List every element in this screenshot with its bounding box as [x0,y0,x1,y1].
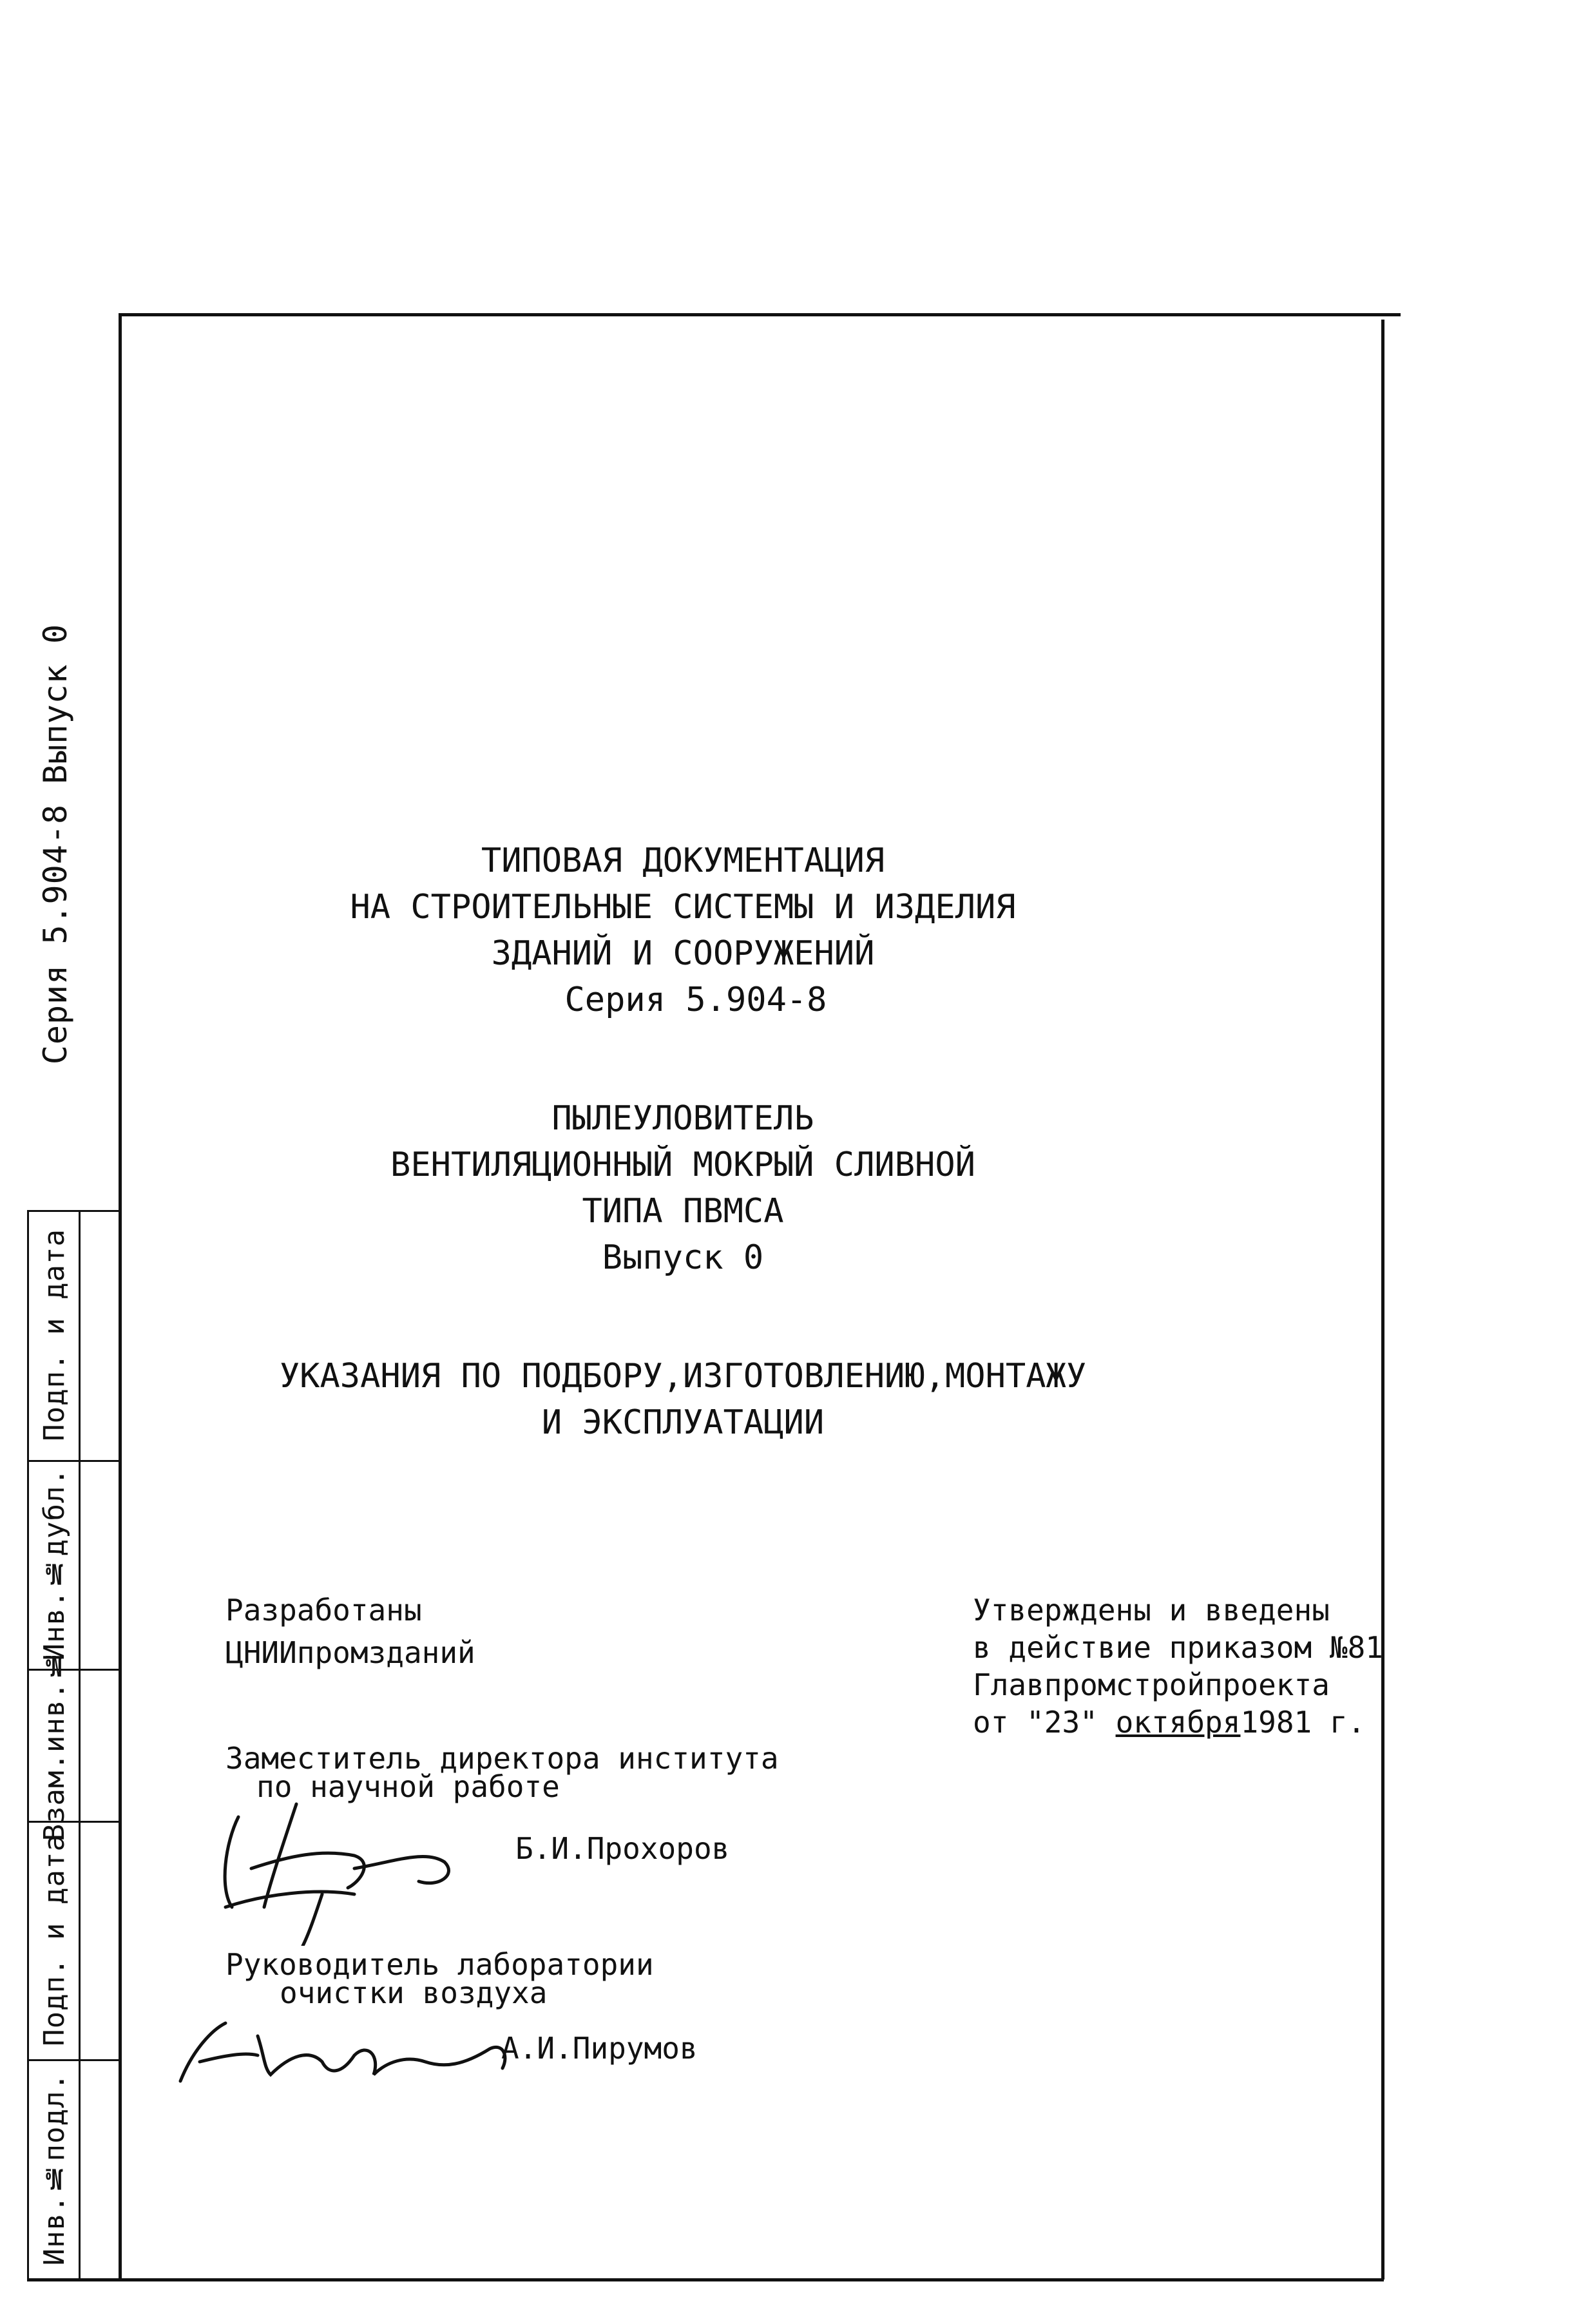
header-line-1: ТИПОВАЯ ДОКУМЕНТАЦИЯ [481,841,885,880]
instructions-block [232,1353,1134,1446]
deputy-signature [213,1791,483,1946]
frame-left-border [119,313,122,2280]
lab-head-title-2: очистки воздуха [280,1975,548,2010]
stamp-cell-replace-inv [30,1648,79,1841]
stamp-cell-sign-date [30,1210,79,1460]
approved-date-year: 1981 г. [1240,1705,1366,1740]
header-series: Серия 5.904-8 [564,981,827,1019]
frame-right-border [1381,320,1384,2280]
developed-label: Разработаны [225,1593,422,1628]
approved-date [973,1704,1383,1741]
approved-line-2: в действие приказом №81 [973,1630,1383,1665]
lab-head-name: А.И.Пирумов [501,2031,698,2066]
approved-date-prefix: от "23" [973,1705,1098,1740]
header-line-3: ЗДАНИЙ И СООРУЖЕНИЙ [491,934,875,973]
header-block [232,838,1134,1023]
approved-block [973,1591,1383,1741]
instructions-line-2: И ЭКСПЛУАТАЦИИ [541,1403,825,1442]
lab-head-title-1: Руководитель лаборатории [225,1947,654,1982]
approved-date-month: октября [1115,1705,1241,1740]
product-line-3: ТИПА ПВМСА [582,1192,784,1231]
frame-bottom-border [27,2278,1384,2281]
lab-head-signature [168,2010,515,2100]
stamp-cell-orig-inv [30,2059,79,2280]
stamp-border-inner [79,1210,81,2280]
lab-head-block [225,1946,654,2012]
stamp-border-left [27,1210,29,2280]
deputy-name: Б.И.Прохоров [515,1831,730,1866]
side-series-title [30,619,81,1070]
developed-org: ЦНИИпромзданий [225,1635,475,1670]
developed-block [225,1591,475,1671]
stamp-cell-dup-inv [30,1460,79,1669]
approved-line-3: Главпромстройпроекта [973,1667,1330,1702]
stamp-table [27,1210,119,2280]
stamp-label: Подп. и дата [37,1229,71,1441]
header-line-2: НА СТРОИТЕЛЬНЫЕ СИСТЕМЫ И ИЗДЕЛИЯ [350,888,1016,927]
stamp-cell-sign-date-2 [30,1821,79,2059]
deputy-title-2: по научной работе [256,1769,560,1804]
product-block [232,1095,1134,1281]
deputy-title-1: Заместитель директора института [225,1741,779,1776]
product-issue: Выпуск 0 [602,1238,764,1277]
stamp-label: Взам.инв.№ [37,1648,71,1841]
side-series-text: Серия 5.904-8 Выпуск 0 [37,623,74,1065]
product-line-2: ВЕНТИЛЯЦИОННЫЙ МОКРЫЙ СЛИВНОЙ [390,1146,975,1184]
frame-top-border [119,313,1401,316]
approved-line-1: Утверждены и введены [973,1593,1330,1628]
stamp-label: Инв.№дубл. [37,1468,71,1661]
instructions-line-1: УКАЗАНИЯ ПО ПОДБОРУ,ИЗГОТОВЛЕНИЮ,МОНТАЖУ [279,1357,1087,1396]
stamp-label: Инв.№подл. [37,2073,71,2266]
product-line-1: ПЫЛЕУЛОВИТЕЛЬ [551,1099,814,1138]
stamp-label: Подп. и дата [37,1834,71,2046]
